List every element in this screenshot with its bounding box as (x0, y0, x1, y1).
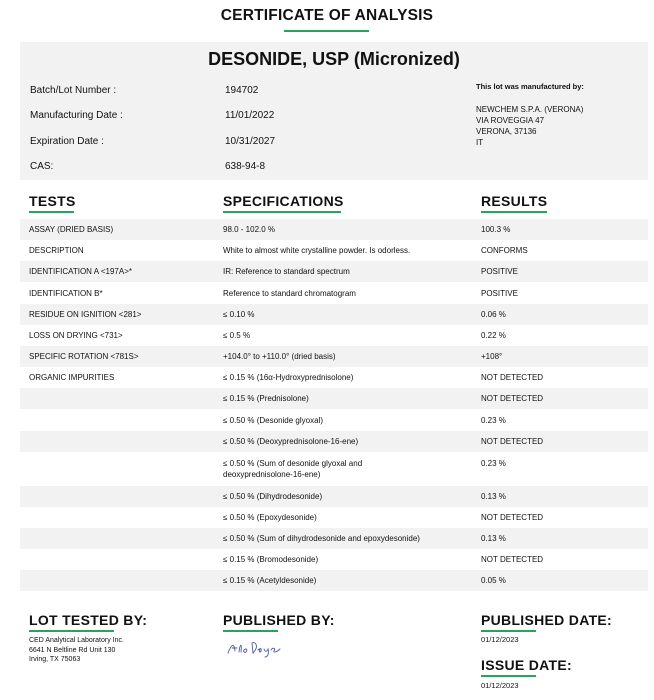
test-specification: ≤ 0.10 % (223, 310, 255, 319)
table-row (20, 452, 648, 486)
test-result: CONFORMS (481, 246, 528, 255)
specifications-heading: SPECIFICATIONS (223, 193, 344, 209)
test-specification: ≤ 0.50 % (Deoxyprednisolone-16-ene) (223, 437, 359, 446)
table-row (20, 346, 648, 367)
published-by-rule (223, 630, 278, 632)
test-specification: ≤ 0.15 % (16α-Hydroxyprednisolone) (223, 373, 354, 382)
results-heading: RESULTS (481, 193, 548, 209)
test-specification: White to almost white crystalline powder. Is odorless. (223, 246, 411, 255)
manufacturer-name: NEWCHEM S.P.A. (VERONA) (476, 105, 584, 114)
test-specification: ≤ 0.50 % (Sum of dihydrodesonide and epoxydesonide) (223, 534, 420, 543)
cas-value: 638-94-8 (225, 161, 266, 172)
manufacturing-date-value: 11/01/2022 (225, 110, 275, 121)
test-specification: Reference to standard chromatogram (223, 289, 356, 298)
product-name: DESONIDE, USP (Micronized) (208, 49, 460, 69)
test-result: 0.23 % (481, 416, 506, 425)
table-row (20, 388, 648, 409)
test-result: NOT DETECTED (481, 437, 544, 446)
table-row (20, 304, 648, 325)
table-row (20, 240, 648, 261)
test-specification: IR: Reference to standard spectrum (223, 267, 350, 276)
expiration-date-label: Expiration Date : (30, 136, 104, 147)
cas-label: CAS: (30, 161, 54, 172)
issue-date-heading: ISSUE DATE: (481, 657, 572, 673)
issue-date-rule (481, 675, 536, 677)
manufacturer-country: IT (476, 138, 484, 147)
manufacturer-street: VIA ROVEGGIA 47 (476, 116, 545, 125)
results-heading-rule (481, 211, 547, 213)
test-specification: ≤ 0.5 % (223, 331, 251, 340)
test-result: POSITIVE (481, 267, 518, 276)
test-specification: ≤ 0.50 % (Desonide glyoxal) (223, 416, 323, 425)
table-row (20, 219, 648, 240)
test-result: NOT DETECTED (481, 555, 544, 564)
title-underline (284, 30, 369, 32)
table-row (20, 507, 648, 528)
test-result: 0.13 % (481, 534, 506, 543)
test-result: NOT DETECTED (481, 513, 544, 522)
published-by-heading: PUBLISHED BY: (223, 612, 335, 628)
manufacturer-heading: This lot was manufactured by: (476, 82, 584, 91)
test-result: NOT DETECTED (481, 373, 544, 382)
published-date-value: 01/12/2023 (481, 635, 519, 644)
lot-tested-by-rule (29, 630, 114, 632)
test-specification: ≤ 0.50 % (Sum of desonide glyoxal and deoxyprednisolone-16-ene) (223, 459, 363, 479)
specifications-heading-rule (223, 211, 341, 213)
test-name: SPECIFIC ROTATION <781S> (29, 352, 139, 361)
test-name: IDENTIFICATION B* (29, 289, 103, 298)
test-specification: ≤ 0.50 % (Dihydrodesonide) (223, 492, 323, 501)
tests-heading-rule (29, 211, 74, 213)
test-result: 100.3 % (481, 225, 511, 234)
table-row (20, 409, 648, 431)
table-row (20, 367, 648, 388)
batch-lot-label: Batch/Lot Number : (30, 85, 117, 96)
signature (226, 638, 286, 658)
tests-heading: TESTS (29, 193, 76, 209)
table-row (20, 486, 648, 507)
table-row (20, 549, 648, 570)
test-result: 0.13 % (481, 492, 506, 501)
manufacturer-city: VERONA, 37136 (476, 127, 537, 136)
test-specification: ≤ 0.15 % (Prednisolone) (223, 394, 309, 403)
test-result: POSITIVE (481, 289, 518, 298)
test-specification: ≤ 0.50 % (Epoxydesonide) (223, 513, 317, 522)
table-row (20, 325, 648, 346)
product-info-panel (20, 42, 648, 180)
test-result: 0.06 % (481, 310, 506, 319)
test-name: IDENTIFICATION A <197A>* (29, 267, 132, 276)
table-row (20, 261, 648, 282)
test-result: 0.23 % (481, 459, 506, 468)
test-specification: 98.0 - 102.0 % (223, 225, 276, 234)
test-name: ASSAY (DRIED BASIS) (29, 225, 114, 234)
table-row (20, 431, 648, 452)
test-name: ORGANIC IMPURITIES (29, 373, 115, 382)
lot-tested-by-heading: LOT TESTED BY: (29, 612, 148, 628)
published-date-rule (481, 630, 536, 632)
manufacturing-date-label: Manufacturing Date : (30, 110, 123, 121)
test-name: RESIDUE ON IGNITION <281> (29, 310, 142, 319)
test-name: LOSS ON DRYING <731> (29, 331, 123, 340)
test-name: DESCRIPTION (29, 246, 84, 255)
published-date-heading: PUBLISHED DATE: (481, 612, 613, 628)
test-result: NOT DETECTED (481, 394, 544, 403)
table-row (20, 570, 648, 591)
table-row (20, 528, 648, 549)
test-result: +108° (481, 352, 503, 361)
lab-name: CED Analytical Laboratory Inc. (29, 637, 124, 644)
lab-city: Irving, TX 75063 (29, 656, 81, 663)
expiration-date-value: 10/31/2027 (225, 136, 276, 147)
test-specification: ≤ 0.15 % (Bromodesonide) (223, 555, 319, 564)
lab-street: 6641 N Beltline Rd Unit 130 (29, 647, 116, 654)
batch-lot-value: 194702 (225, 85, 259, 96)
issue-date-value: 01/12/2023 (481, 681, 519, 690)
test-specification: +104.0° to +110.0° (dried basis) (223, 352, 336, 361)
table-row (20, 282, 648, 304)
test-specification: ≤ 0.15 % (Acetyldesonide) (223, 576, 317, 585)
document-title: CERTIFICATE OF ANALYSIS (220, 7, 434, 24)
test-result: 0.05 % (481, 576, 506, 585)
test-result: 0.22 % (481, 331, 506, 340)
